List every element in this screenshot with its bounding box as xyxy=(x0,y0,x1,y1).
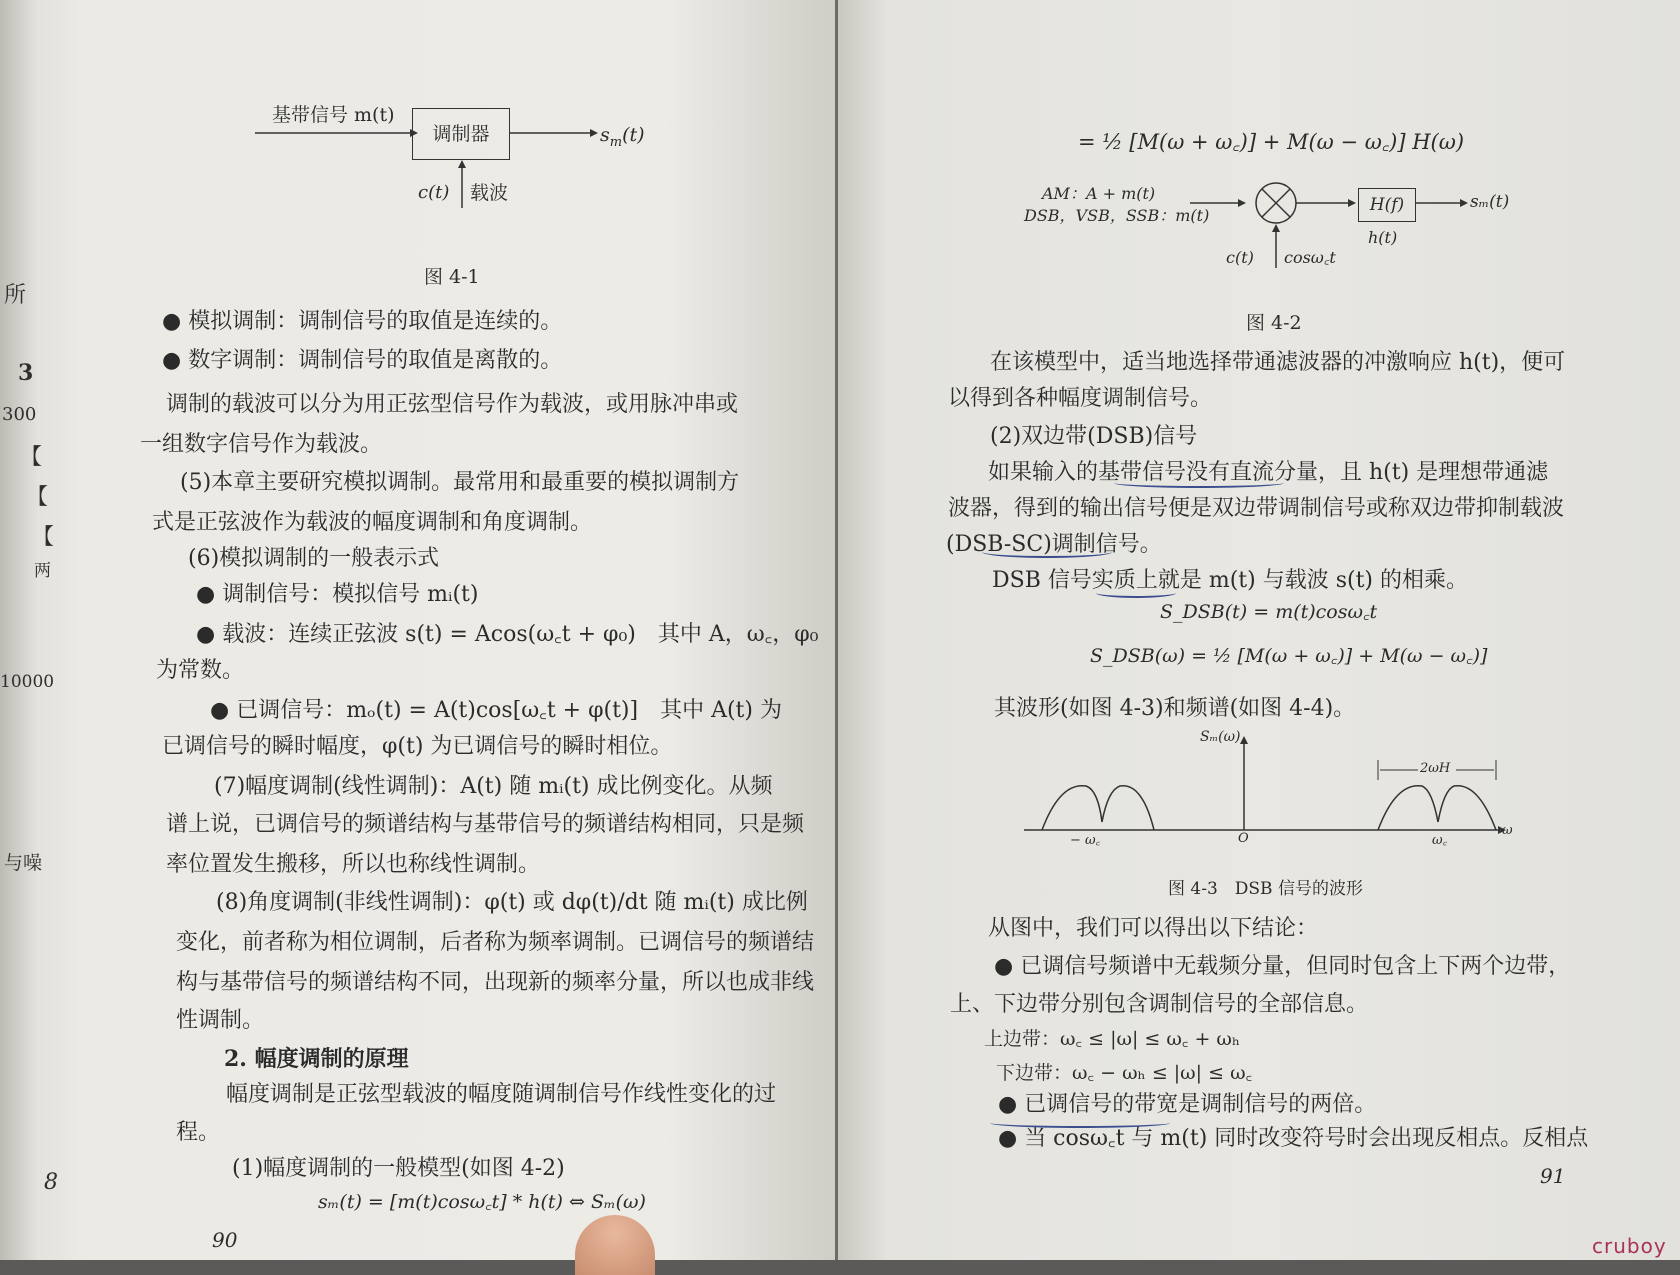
edge-fragment: 3 xyxy=(18,360,34,386)
text-line: (DSB-SC)调制信号。 xyxy=(946,532,1162,557)
text-line: (8)角度调制(非线性调制)：φ(t) 或 dφ(t)/dt 随 mᵢ(t) 成比例 xyxy=(216,890,808,915)
filter-impulse-label: h(t) xyxy=(1368,228,1398,247)
pen-underline xyxy=(1096,588,1176,598)
text-line: ● 已调信号的带宽是调制信号的两倍。 xyxy=(998,1092,1377,1117)
lower-sideband-curve xyxy=(1042,786,1154,830)
pen-underline xyxy=(990,1118,1170,1128)
modulator-block-label: 调制器 xyxy=(432,123,490,145)
text-line: DSB 信号实质上就是 m(t) 与载波 s(t) 的相乘。 xyxy=(992,568,1469,593)
text-line: 构与基带信号的频谱结构不同，出现新的频率分量，所以也成非线 xyxy=(176,970,815,995)
text-line: 上边带：ω꜀ ≤ |ω| ≤ ω꜀ + ωₕ xyxy=(984,1028,1241,1050)
text-line: 如果输入的基带信号没有直流分量，且 h(t) 是理想带通滤 xyxy=(988,460,1549,485)
text-line: 性调制。 xyxy=(176,1008,265,1033)
figure-4-2-lines xyxy=(838,0,1680,300)
fig42-input-dsb: DSB，VSB，SSB：m(t) xyxy=(1024,206,1210,225)
fig43-origin: O xyxy=(1238,831,1249,846)
text-line: ● 模拟调制：调制信号的取值是连续的。 xyxy=(162,309,563,334)
edge-fragment: 300 xyxy=(2,404,37,425)
modulator-block xyxy=(412,108,510,160)
left-page xyxy=(0,0,835,1260)
section-heading: (2)双边带(DSB)信号 xyxy=(990,424,1198,449)
watermark: cruboy xyxy=(1592,1234,1667,1258)
fig42-carrier-label: c(t) xyxy=(1226,248,1254,267)
fig42-input-am: AM：A + m(t) xyxy=(1042,184,1156,203)
text-line: 已调信号的瞬时幅度，φ(t) 为已调信号的瞬时相位。 xyxy=(162,734,673,759)
fig42-output-label: sₘ(t) xyxy=(1470,192,1510,212)
modulator-input-label: 基带信号 m(t) xyxy=(272,104,395,126)
filter-label: H(f) xyxy=(1369,195,1405,215)
figure-4-1-caption: 图 4-1 xyxy=(424,266,480,288)
text-line: 调制的载波可以分为用正弦型信号作为载波，或用脉冲串或 xyxy=(166,392,739,417)
text-line: 一组数字信号作为载波。 xyxy=(140,432,383,457)
text-line: 其波形(如图 4-3)和频谱(如图 4-4)。 xyxy=(994,696,1356,721)
page-number-left: 90 xyxy=(212,1228,238,1252)
text-line: (5)本章主要研究模拟调制。最常用和最重要的模拟调制方 xyxy=(180,470,740,495)
edge-fragment: 【 xyxy=(20,445,43,470)
text-line: (7)幅度调制(线性调制)：A(t) 随 mᵢ(t) 成比例变化。从频 xyxy=(214,774,773,799)
text-line: 谱上说，已调信号的频谱结构与基带信号的频谱结构相同，只是频 xyxy=(166,812,805,837)
modulator-output-label: $s_m(t)$ xyxy=(600,124,645,150)
text-line: 下边带：ω꜀ − ωₕ ≤ |ω| ≤ ω꜀ xyxy=(996,1062,1253,1084)
text-line: 波器，得到的输出信号便是双边带调制信号或称双边带抑制载波 xyxy=(948,496,1565,521)
text-line: ● 调制信号：模拟信号 mᵢ(t) xyxy=(196,582,479,607)
edge-fragment: 10000 xyxy=(0,672,55,692)
edge-fragment: 所 xyxy=(4,283,27,308)
figure-4-3-caption: 图 4-3 DSB 信号的波形 xyxy=(1168,879,1363,899)
text-line: 为常数。 xyxy=(156,658,245,683)
text-line: ● 已调信号频谱中无载频分量，但同时包含上下两个边带， xyxy=(994,954,1571,979)
carrier-name: 载波 xyxy=(470,182,509,204)
fig43-bandwidth-label: 2ωH xyxy=(1420,761,1451,776)
edge-fragment: 【 xyxy=(26,485,49,510)
upper-sideband-curve xyxy=(1378,786,1496,830)
pen-underline xyxy=(982,546,1112,558)
page-number-right: 91 xyxy=(1540,1164,1566,1188)
fig43-left-marker: − ω꜀ xyxy=(1070,833,1101,848)
text-line: ● 数字调制：调制信号的取值是离散的。 xyxy=(162,348,563,373)
pen-underline xyxy=(1114,478,1284,488)
text-line: 在该模型中，适当地选择带通滤波器的冲激响应 h(t)，便可 xyxy=(990,350,1566,375)
text-line: 率位置发生搬移，所以也称线性调制。 xyxy=(166,852,541,877)
text-line: ● 载波：连续正弦波 s(t) = Acos(ω꜀t + φ₀) 其中 A，ω꜀，φ₀ xyxy=(196,622,819,647)
right-page xyxy=(838,0,1680,1260)
text-line: ● 已调信号：mₒ(t) = A(t)cos[ω꜀t + φ(t)] 其中 A(t) 为 xyxy=(210,698,782,723)
text-line: 上、下边带分别包含调制信号的全部信息。 xyxy=(950,992,1369,1017)
fig42-carrier-expr: cosω꜀t xyxy=(1284,248,1336,267)
edge-fragment: 两 xyxy=(34,561,51,581)
edge-fragment: 与噪 xyxy=(4,852,43,874)
bandpass-filter-block xyxy=(1358,188,1416,222)
figure-4-2-caption: 图 4-2 xyxy=(1246,312,1302,334)
formula-sdsb-omega: S_DSB(ω) = ½ [M(ω + ω꜀)] + M(ω − ω꜀)] xyxy=(1090,645,1488,667)
text-line: ● 当 cosω꜀t 与 m(t) 同时改变符号时会出现反相点。反相点 xyxy=(998,1126,1589,1151)
formula-sm: sₘ(t) = [m(t)cosω꜀t] * h(t) ⇔ Sₘ(ω) xyxy=(318,1191,646,1213)
carrier-label: c(t) xyxy=(418,182,450,203)
text-line: 程。 xyxy=(176,1120,221,1145)
section-heading: 2. 幅度调制的原理 xyxy=(224,1046,409,1072)
fig43-axis-label: ω xyxy=(1502,823,1513,838)
formula-top: = ½ [M(ω + ω꜀)] + M(ω − ω꜀)] H(ω) xyxy=(1078,130,1465,154)
text-line: 以得到各种幅度调制信号。 xyxy=(948,386,1213,411)
text-line: 从图中，我们可以得出以下结论： xyxy=(988,916,1319,941)
text-line: (6)模拟调制的一般表示式 xyxy=(188,546,440,571)
thumb xyxy=(575,1215,655,1275)
formula-sdsb-t: S_DSB(t) = m(t)cosω꜀t xyxy=(1160,601,1378,623)
edge-fragment: 【 xyxy=(32,525,55,550)
text-line: 变化，前者称为相位调制，后者称为频率调制。已调信号的频谱结 xyxy=(176,930,815,955)
text-line: 式是正弦波作为载波的幅度调制和角度调制。 xyxy=(152,510,593,535)
fig43-y-label: Sₘ(ω) xyxy=(1200,729,1241,745)
fig43-right-marker: ω꜀ xyxy=(1432,833,1448,848)
text-line: 幅度调制是正弦型载波的幅度随调制信号作线性变化的过 xyxy=(226,1082,777,1107)
edge-fragment: 8 xyxy=(44,1170,58,1195)
text-line: (1)幅度调制的一般模型(如图 4-2) xyxy=(232,1156,565,1181)
